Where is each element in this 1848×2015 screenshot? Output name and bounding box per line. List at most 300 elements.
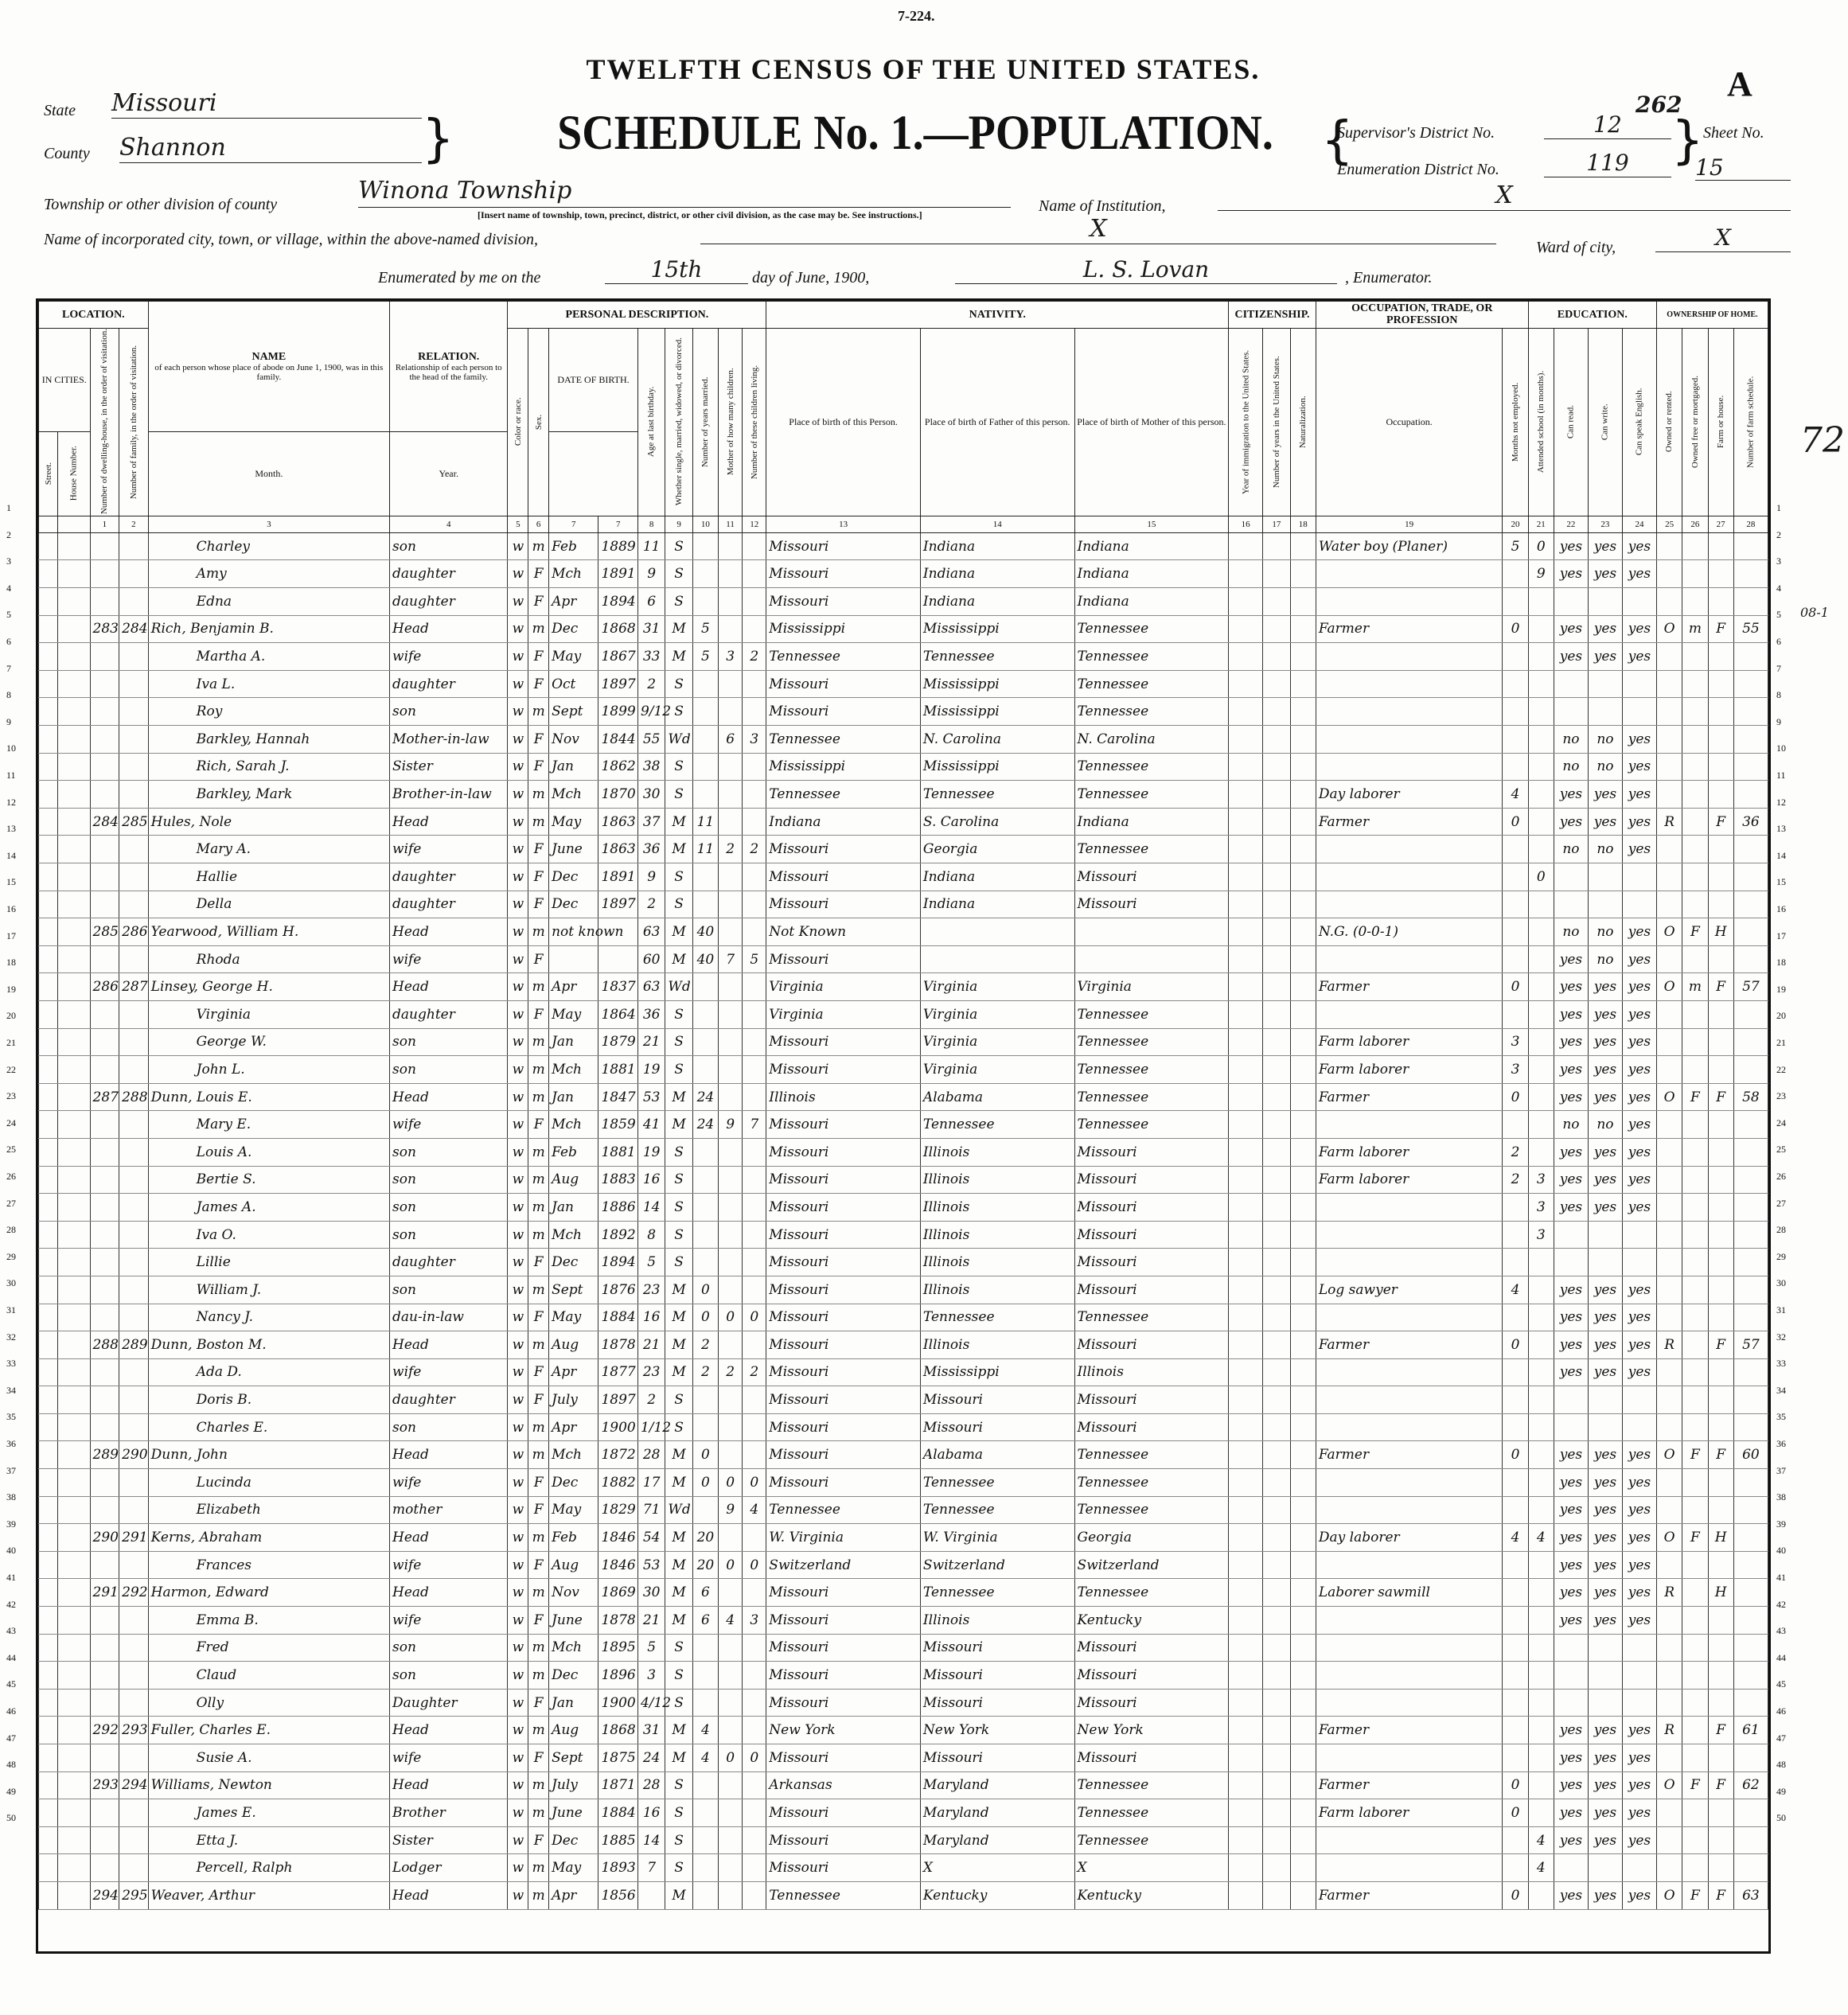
table-row: [39, 643, 1768, 671]
immigration-cell: [1229, 1771, 1263, 1799]
age-cell: 31: [637, 1717, 665, 1744]
birth-year-cell: 1885: [598, 1826, 637, 1854]
marital-cell: M: [665, 643, 692, 671]
table-row: [39, 1799, 1768, 1827]
farm-house-cell: F: [1708, 973, 1733, 1001]
street-cell: [39, 1799, 58, 1827]
relation-cell: Sister: [390, 1826, 508, 1854]
school-months-cell: [1528, 588, 1554, 616]
house-number-cell: [57, 1028, 90, 1056]
enumerated-month-label: day of June, 1900,: [752, 269, 870, 286]
occupation-cell: [1316, 1469, 1503, 1497]
table-row: [39, 615, 1768, 643]
can-write-cell: yes: [1588, 1551, 1622, 1579]
birth-month-cell: June: [549, 836, 598, 863]
relation-cell: son: [390, 1413, 508, 1441]
sex-cell: m: [528, 1276, 549, 1304]
street-cell: [39, 670, 58, 698]
months-unemployed-cell: [1503, 1744, 1528, 1772]
immigration-cell: [1229, 1083, 1263, 1111]
farm-house-cell: [1708, 1744, 1733, 1772]
birthplace-father-cell: Mississippi: [920, 698, 1074, 726]
naturalization-cell: [1290, 1496, 1316, 1524]
immigration-cell: [1229, 1496, 1263, 1524]
birthplace-person-cell: Missouri: [766, 698, 921, 726]
immigration-cell: [1229, 560, 1263, 588]
months-unemployed-cell: 0: [1503, 615, 1528, 643]
color-cell: w: [508, 863, 528, 891]
line-number: 33: [6, 1358, 16, 1370]
line-number: 1: [6, 502, 11, 513]
children-living-cell: [743, 753, 766, 781]
naturalization-cell: [1290, 1111, 1316, 1139]
street-cell: [39, 1249, 58, 1276]
naturalization-cell: [1290, 1358, 1316, 1386]
owned-rented-cell: [1656, 670, 1682, 698]
years-married-cell: [692, 1662, 718, 1690]
street-cell: [39, 1607, 58, 1635]
person-name: Amy: [148, 560, 389, 588]
birth-year-cell: 1896: [598, 1662, 637, 1690]
years-in-us-cell: [1263, 670, 1290, 698]
immigration-cell: [1229, 1579, 1263, 1607]
birthplace-mother-cell: Tennessee: [1074, 1028, 1229, 1056]
column-number: 18: [1290, 516, 1316, 532]
naturalization-cell: [1290, 836, 1316, 863]
birthplace-person-cell: Not Known: [766, 918, 921, 946]
can-read-cell: yes: [1554, 1881, 1588, 1909]
birthplace-person-cell: Virginia: [766, 1000, 921, 1028]
years-in-us-cell: [1263, 1249, 1290, 1276]
family-number-cell: [119, 1000, 149, 1028]
birth-month-cell: Dec: [549, 1249, 598, 1276]
occupation-cell: [1316, 891, 1503, 918]
months-unemployed-cell: [1503, 1221, 1528, 1249]
dwelling-number-cell: 284: [90, 808, 119, 836]
family-number-cell: [119, 1166, 149, 1194]
person-name: Virginia: [148, 1000, 389, 1028]
years-married-cell: [692, 1496, 718, 1524]
can-write-cell: yes: [1588, 643, 1622, 671]
school-months-cell: [1528, 1000, 1554, 1028]
owned-rented-cell: [1656, 836, 1682, 863]
table-row: [39, 863, 1768, 891]
line-number: 48: [6, 1759, 16, 1771]
children-living-cell: [743, 1799, 766, 1827]
age-cell: 19: [637, 1056, 665, 1084]
dwelling-number-cell: [90, 1138, 119, 1166]
years-married-header: Number of years married.: [692, 328, 718, 516]
house-number-cell: [57, 532, 90, 560]
months-unemployed-cell: [1503, 588, 1528, 616]
family-number-cell: [119, 560, 149, 588]
immigration-cell: [1229, 643, 1263, 671]
birth-year-cell: 1863: [598, 808, 637, 836]
dwelling-number-cell: [90, 945, 119, 973]
marital-cell: M: [665, 1276, 692, 1304]
can-read-cell: no: [1554, 836, 1588, 863]
school-months-cell: [1528, 1881, 1554, 1909]
birthplace-mother-cell: Tennessee: [1074, 1826, 1229, 1854]
person-name: Dunn, Louis E.: [148, 1083, 389, 1111]
family-number-cell: [119, 1634, 149, 1662]
birthplace-person-cell: Mississippi: [766, 615, 921, 643]
line-number: 39: [6, 1518, 16, 1530]
birthplace-mother-cell: Kentucky: [1074, 1881, 1229, 1909]
street-cell: [39, 863, 58, 891]
farm-schedule-cell: [1733, 1579, 1768, 1607]
years-in-us-cell: [1263, 1551, 1290, 1579]
age-cell: 60: [637, 945, 665, 973]
relation-cell: Head: [390, 1331, 508, 1359]
years-in-us-cell: [1263, 1524, 1290, 1552]
line-number: 5: [1776, 609, 1781, 621]
children-living-cell: [743, 1221, 766, 1249]
line-number: 36: [1776, 1438, 1786, 1449]
occupation-cell: [1316, 1744, 1503, 1772]
line-number: 30: [1776, 1277, 1786, 1289]
age-cell: 9: [637, 863, 665, 891]
free-mortgaged-cell: [1682, 698, 1708, 726]
free-mortgaged-cell: [1682, 1194, 1708, 1222]
farm-house-cell: [1708, 1000, 1733, 1028]
dwelling-number-cell: [90, 1469, 119, 1497]
can-read-cell: yes: [1554, 615, 1588, 643]
house-number-cell: [57, 1854, 90, 1882]
farm-house-cell: [1708, 643, 1733, 671]
months-unemployed-cell: [1503, 1000, 1528, 1028]
line-number: 24: [1776, 1117, 1786, 1128]
school-months-cell: 4: [1528, 1854, 1554, 1882]
years-in-us-cell: [1263, 1138, 1290, 1166]
marital-cell: S: [665, 891, 692, 918]
line-number: 16: [6, 903, 16, 914]
dwelling-number-cell: [90, 753, 119, 781]
birth-month-cell: Dec: [549, 615, 598, 643]
years-in-us-cell: [1263, 588, 1290, 616]
dwelling-number-cell: [90, 1413, 119, 1441]
school-months-cell: [1528, 918, 1554, 946]
children-born-cell: 0: [719, 1744, 743, 1772]
can-write-cell: [1588, 1662, 1622, 1690]
birthplace-person-cell: Mississippi: [766, 753, 921, 781]
dwelling-number-cell: 286: [90, 973, 119, 1001]
school-months-cell: [1528, 1744, 1554, 1772]
birth-year-cell: 1869: [598, 1579, 637, 1607]
years-married-cell: [692, 560, 718, 588]
color-cell: w: [508, 1056, 528, 1084]
children-born-cell: [719, 588, 743, 616]
age-cell: 28: [637, 1441, 665, 1469]
sex-cell: m: [528, 1524, 549, 1552]
speaks-english-cell: yes: [1622, 1717, 1656, 1744]
column-number: 19: [1316, 516, 1503, 532]
year-header: Year.: [390, 431, 508, 516]
color-cell: w: [508, 1083, 528, 1111]
age-cell: 28: [637, 1771, 665, 1799]
can-read-cell: yes: [1554, 1358, 1588, 1386]
speaks-english-cell: yes: [1622, 918, 1656, 946]
line-number: 17: [6, 930, 16, 941]
school-months-cell: [1528, 1386, 1554, 1414]
enumeration-label: Enumeration District No.: [1337, 161, 1499, 178]
months-unemployed-cell: [1503, 918, 1528, 946]
sex-cell: m: [528, 1717, 549, 1744]
line-number: 2: [6, 528, 11, 540]
line-number: 42: [6, 1598, 16, 1610]
house-number-cell: [57, 1221, 90, 1249]
line-number: 8: [6, 689, 11, 701]
farm-schedule-cell: [1733, 698, 1768, 726]
house-number-header: House Number.: [57, 431, 90, 516]
children-born-cell: [719, 1689, 743, 1717]
marital-cell: S: [665, 1056, 692, 1084]
naturalization-cell: [1290, 726, 1316, 754]
owned-rented-header: Owned or rented.: [1656, 328, 1682, 516]
owned-rented-cell: [1656, 753, 1682, 781]
table-row: [39, 670, 1768, 698]
color-cell: w: [508, 698, 528, 726]
line-number: 41: [1776, 1572, 1786, 1583]
children-living-cell: [743, 891, 766, 918]
color-cell: w: [508, 1276, 528, 1304]
naturalization-cell: [1290, 1689, 1316, 1717]
marital-cell: S: [665, 1249, 692, 1276]
sex-cell: F: [528, 863, 549, 891]
birth-year-cell: 1868: [598, 1717, 637, 1744]
naturalization-cell: [1290, 1634, 1316, 1662]
school-months-cell: [1528, 1138, 1554, 1166]
dwelling-number-cell: [90, 1166, 119, 1194]
family-number-cell: [119, 1826, 149, 1854]
sex-cell: m: [528, 781, 549, 809]
free-mortgaged-cell: [1682, 1579, 1708, 1607]
marital-cell: M: [665, 1717, 692, 1744]
farm-house-cell: [1708, 698, 1733, 726]
birthplace-father-cell: Illinois: [920, 1276, 1074, 1304]
age-cell: 53: [637, 1551, 665, 1579]
birth-year-cell: 1871: [598, 1771, 637, 1799]
free-mortgaged-cell: [1682, 1744, 1708, 1772]
months-unemployed-cell: [1503, 1689, 1528, 1717]
months-unemployed-cell: 3: [1503, 1028, 1528, 1056]
naturalization-cell: [1290, 1056, 1316, 1084]
color-cell: w: [508, 973, 528, 1001]
children-living-cell: [743, 1579, 766, 1607]
farm-schedule-cell: [1733, 1799, 1768, 1827]
immigration-cell: [1229, 1854, 1263, 1882]
farm-schedule-cell: [1733, 1551, 1768, 1579]
street-cell: [39, 1551, 58, 1579]
can-write-cell: [1588, 670, 1622, 698]
owned-rented-cell: O: [1656, 1524, 1682, 1552]
free-mortgaged-cell: [1682, 1056, 1708, 1084]
relation-cell: Sister: [390, 753, 508, 781]
occupation-cell: [1316, 1854, 1503, 1882]
street-cell: [39, 781, 58, 809]
can-write-cell: yes: [1588, 1166, 1622, 1194]
birth-month-cell: May: [549, 1304, 598, 1331]
children-living-cell: [743, 615, 766, 643]
sex-cell: F: [528, 726, 549, 754]
relation-cell: daughter: [390, 1000, 508, 1028]
street-cell: [39, 1138, 58, 1166]
age-cell: 6: [637, 588, 665, 616]
line-number: 28: [6, 1224, 16, 1236]
enumerated-day: 15th: [605, 256, 748, 284]
occupation-cell: [1316, 1249, 1503, 1276]
owned-rented-cell: [1656, 1662, 1682, 1690]
table-row: [39, 1028, 1768, 1056]
house-number-cell: [57, 1331, 90, 1359]
age-cell: 16: [637, 1166, 665, 1194]
relation-cell: Head: [390, 918, 508, 946]
sheet-letter: A: [1727, 64, 1752, 103]
free-mortgaged-cell: F: [1682, 918, 1708, 946]
birthplace-person-cell: Missouri: [766, 532, 921, 560]
free-mortgaged-cell: [1682, 532, 1708, 560]
months-unemployed-cell: 4: [1503, 1524, 1528, 1552]
dwelling-number-cell: [90, 588, 119, 616]
house-number-cell: [57, 918, 90, 946]
house-number-cell: [57, 1386, 90, 1414]
township-note: [Insert name of township, town, precinct, district, or other civil division, as the case may be. See instructions.]: [478, 209, 922, 220]
family-number-cell: [119, 836, 149, 863]
immigration-cell: [1229, 1799, 1263, 1827]
birth-month-cell: Dec: [549, 1469, 598, 1497]
relation-cell: daughter: [390, 1386, 508, 1414]
school-months-cell: [1528, 1276, 1554, 1304]
birthplace-father-cell: Switzerland: [920, 1551, 1074, 1579]
occupation-cell: [1316, 726, 1503, 754]
house-number-cell: [57, 781, 90, 809]
children-living-cell: 2: [743, 1358, 766, 1386]
farm-schedule-cell: [1733, 863, 1768, 891]
house-number-cell: [57, 1056, 90, 1084]
birthplace-father-cell: Mississippi: [920, 1358, 1074, 1386]
birthplace-person-cell: Missouri: [766, 1276, 921, 1304]
birthplace-father-cell: Maryland: [920, 1771, 1074, 1799]
relation-cell: wife: [390, 1469, 508, 1497]
free-mortgaged-cell: [1682, 1799, 1708, 1827]
house-number-cell: [57, 863, 90, 891]
children-born-cell: [719, 1854, 743, 1882]
age-header: Age at last birthday.: [637, 328, 665, 516]
age-cell: 23: [637, 1358, 665, 1386]
line-number: 8: [1776, 689, 1781, 701]
color-cell: w: [508, 1689, 528, 1717]
name-header: NAME: [251, 350, 287, 363]
speaks-english-cell: yes: [1622, 1607, 1656, 1635]
sex-cell: m: [528, 1579, 549, 1607]
family-number-cell: 286: [119, 918, 149, 946]
can-read-cell: yes: [1554, 945, 1588, 973]
person-name: Susie A.: [148, 1744, 389, 1772]
street-cell: [39, 1028, 58, 1056]
dwelling-number-cell: 285: [90, 918, 119, 946]
farm-schedule-cell: [1733, 1496, 1768, 1524]
birthplace-father-cell: Maryland: [920, 1799, 1074, 1827]
relation-cell: Lodger: [390, 1854, 508, 1882]
speaks-english-cell: yes: [1622, 1331, 1656, 1359]
speaks-english-cell: yes: [1622, 1028, 1656, 1056]
person-name: Yearwood, William H.: [148, 918, 389, 946]
marital-cell: M: [665, 1881, 692, 1909]
months-unemployed-cell: 2: [1503, 1138, 1528, 1166]
naturalization-cell: [1290, 1441, 1316, 1469]
can-write-cell: [1588, 1634, 1622, 1662]
sex-cell: m: [528, 1083, 549, 1111]
birthplace-person-cell: Missouri: [766, 1166, 921, 1194]
house-number-cell: [57, 1524, 90, 1552]
birth-year-cell: 1863: [598, 836, 637, 863]
birthplace-father-cell: W. Virginia: [920, 1524, 1074, 1552]
age-cell: [637, 1881, 665, 1909]
birth-month-cell: Mch: [549, 1056, 598, 1084]
age-cell: 14: [637, 1826, 665, 1854]
marital-cell: S: [665, 1386, 692, 1414]
house-number-cell: [57, 1304, 90, 1331]
immigration-cell: [1229, 532, 1263, 560]
house-number-cell: [57, 1607, 90, 1635]
occupation-cell: [1316, 560, 1503, 588]
birth-month-cell: not known: [549, 918, 598, 946]
marital-cell: S: [665, 781, 692, 809]
house-number-cell: [57, 670, 90, 698]
birthplace-mother-cell: Tennessee: [1074, 643, 1229, 671]
birth-month-cell: Mch: [549, 1221, 598, 1249]
house-number-cell: [57, 808, 90, 836]
birth-month-cell: Sept: [549, 1744, 598, 1772]
can-read-cell: [1554, 588, 1588, 616]
birth-month-cell: Dec: [549, 863, 598, 891]
farm-schedule-cell: [1733, 1249, 1768, 1276]
children-born-cell: [719, 1771, 743, 1799]
enumeration-value: 119: [1544, 150, 1671, 177]
months-unemployed-cell: [1503, 1607, 1528, 1635]
can-read-cell: yes: [1554, 1799, 1588, 1827]
family-number-cell: 294: [119, 1771, 149, 1799]
children-living-cell: [743, 1166, 766, 1194]
dwelling-number-cell: [90, 1689, 119, 1717]
relation-cell: Mother-in-law: [390, 726, 508, 754]
years-married-cell: 5: [692, 615, 718, 643]
column-number: 6: [528, 516, 549, 532]
naturalization-cell: [1290, 643, 1316, 671]
line-number: 10: [1776, 742, 1786, 754]
color-cell: w: [508, 836, 528, 863]
farm-house-cell: [1708, 726, 1733, 754]
ward-label: Ward of city,: [1536, 239, 1616, 256]
months-unemployed-cell: 0: [1503, 1441, 1528, 1469]
person-name: James A.: [148, 1194, 389, 1222]
birth-year-cell: 1870: [598, 781, 637, 809]
birthplace-person-cell: Missouri: [766, 1331, 921, 1359]
color-cell: w: [508, 1826, 528, 1854]
relation-cell: dau-in-law: [390, 1304, 508, 1331]
speaks-english-cell: yes: [1622, 1304, 1656, 1331]
occupation-cell: Farmer: [1316, 808, 1503, 836]
years-married-cell: [692, 1689, 718, 1717]
birthplace-father-cell: Missouri: [920, 1662, 1074, 1690]
relation-cell: son: [390, 1028, 508, 1056]
sex-cell: m: [528, 1138, 549, 1166]
family-number-cell: [119, 1056, 149, 1084]
birthplace-mother-cell: Missouri: [1074, 1249, 1229, 1276]
naturalization-cell: [1290, 1249, 1316, 1276]
birth-month-cell: Feb: [549, 1138, 598, 1166]
family-number-cell: [119, 1854, 149, 1882]
